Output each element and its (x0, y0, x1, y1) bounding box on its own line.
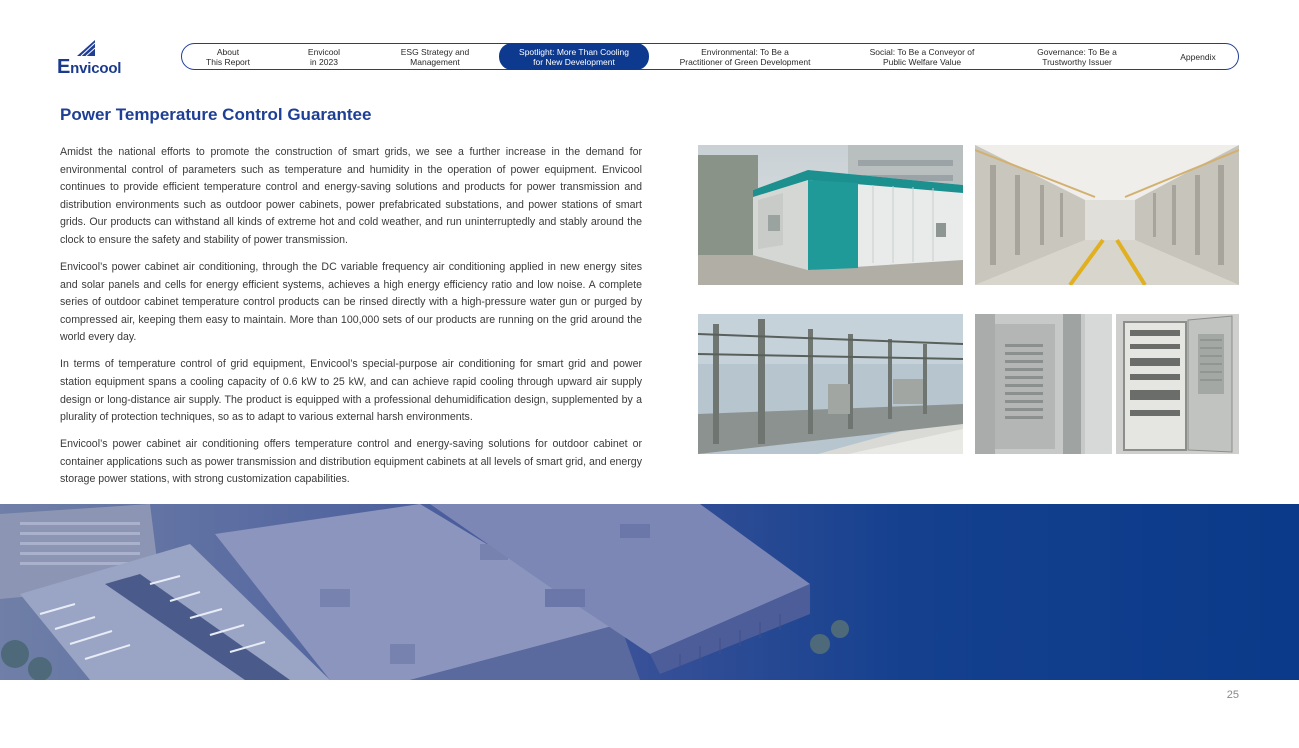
paragraph-2: Envicool’s power cabinet air conditioning, through the DC variable frequency air conditioning applied in new energy sites and solar panels and cells for energy efficient systems, achieves a high energy efficiency ratio and low noise. A complete series of outdoor cabinet temperature control products can be rinsed directly with a high-pressure water gun or purged by compressed air, keeping them easy to maintain. More than 100,000 sets of our products are running on the grid around the world every day. (60, 260, 642, 344)
nav-tab-about[interactable]: About This Report (206, 46, 250, 67)
section-title: Power Temperature Control Guarantee (60, 105, 372, 124)
paragraph-1: Amidst the national efforts to promote the construction of smart grids, we see a further increase in the demand for environmental control of parameters such as temperature and humidity in the operation of power equipment. Envicool continues to provide efficient temperature control and energy-saving solutions and products for power transmission and distribution environments such as outdoor power cabinets, power prefabricated substations, and power stations of smart grids. Our products can withstand all kinds of extreme hot and cold weather, and run uninterruptedly and stably around the clock to ensure the safety and stability of power transmission. (60, 146, 642, 246)
paragraph-4: Envicool’s power cabinet air conditioning offers temperature control and energy-saving solutions for outdoor cabinet or container applications such as power transmission and distribution equipment cabinets at all levels of smart grid, and energy storage power stations, with strong customization capabilities. (60, 438, 642, 486)
logo-mark-icon (77, 40, 95, 56)
paragraph-3: In terms of temperature control of grid equipment, Envicool’s special-purpose air conditioning for smart grid and power station equipment spans a cooling capacity of 0.6 kW to 25 kW, and can achieve rapid cooling through upward air supply design or long-distance air supply. The product is equipped with a professional dehumidification design, supplemented by a plurality of protection techniques, so as to adapt to various external harsh environments. (60, 358, 642, 424)
section-body (60, 144, 642, 498)
photo-outdoor-cabinet (975, 314, 1112, 454)
page-number: 25 (1226, 689, 1239, 701)
nav-tab-esg-strategy[interactable]: ESG Strategy and Management (400, 46, 470, 67)
photo-substation-yard (698, 314, 963, 454)
nav-tab-social[interactable]: Social: To Be a Conveyor of Public Welfare Value (869, 46, 975, 67)
factory-aerial-banner (0, 504, 1299, 680)
photo-open-cabinet (1116, 314, 1239, 454)
nav-tab-governance[interactable]: Governance: To Be a Trustworthy Issuer (1037, 46, 1117, 67)
nav-tab-spotlight[interactable]: Spotlight: More Than Cooling for New Development (499, 43, 649, 70)
photo-outdoor-substation-container (698, 145, 963, 285)
chapter-nav (181, 43, 1239, 70)
nav-tab-appendix[interactable]: Appendix (1180, 51, 1216, 62)
logo-wordmark: Envicool (57, 56, 122, 78)
photo-cabinet-corridor (975, 145, 1239, 285)
nav-tab-envicool-2023[interactable]: Envicool in 2023 (307, 46, 341, 67)
nav-tab-environmental[interactable]: Environmental: To Be a Practitioner of Green Development (679, 46, 811, 67)
envicool-logo[interactable] (57, 40, 127, 76)
